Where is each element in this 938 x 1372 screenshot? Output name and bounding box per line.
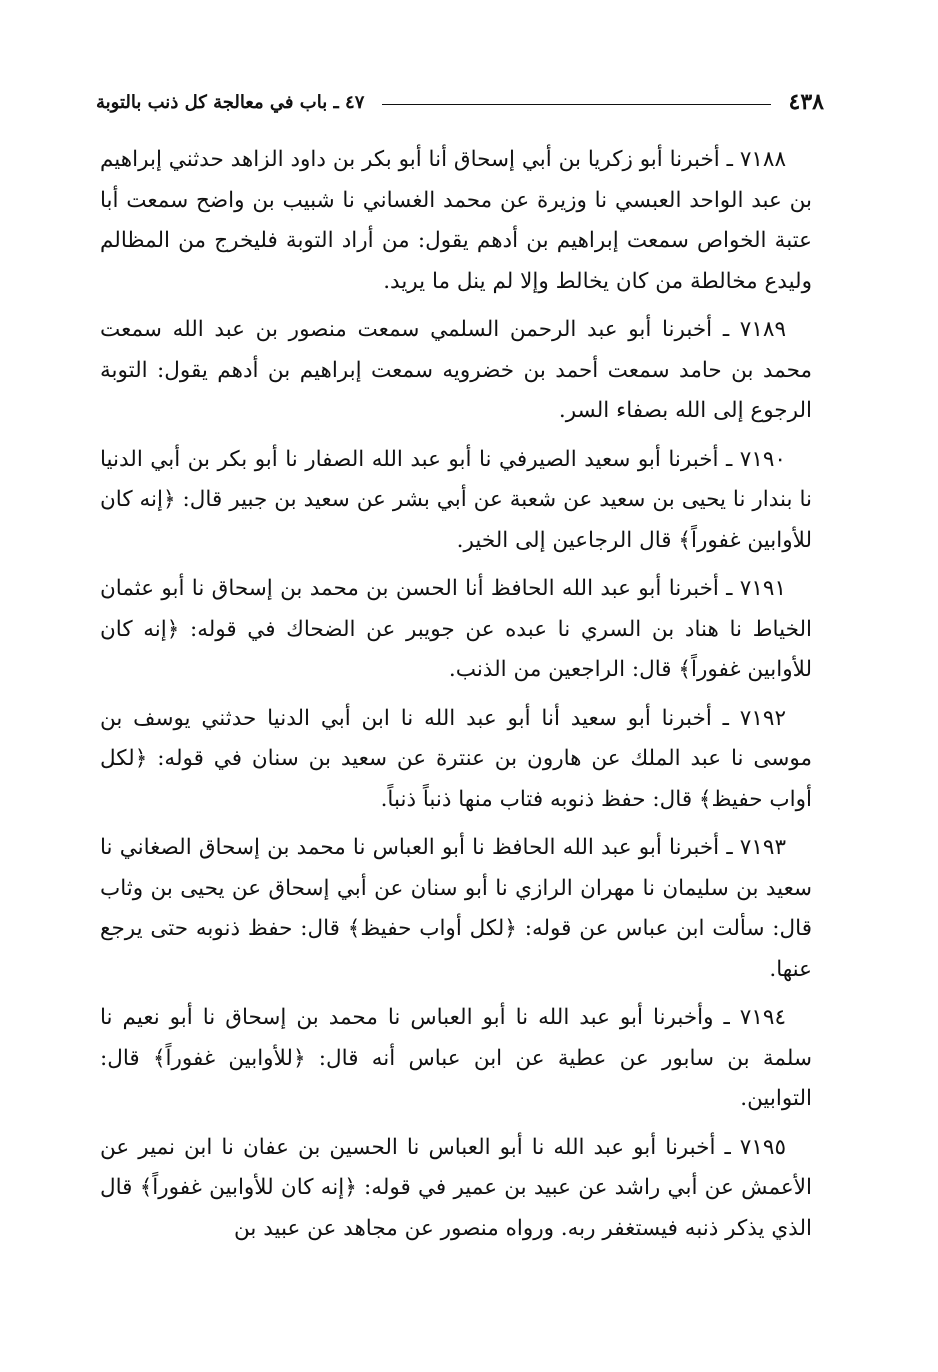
entry-text: ـ أخبرنا أبو عبد الرحمن السلمي سمعت منصور بن عبد الله سمعت محمد بن حامد سمعت أحمد بن خضرويه سمعت إبراهيم بن أدهم يقول: التوبة الرجوع إلى الله بصفاء السر. <box>100 317 812 423</box>
hadith-entry <box>100 440 812 562</box>
entry-text: ـ أخبرنا أبو سعيد الصيرفي نا أبو عبد الله الصفار نا أبو بكر بن أبي الدنيا نا بندار نا يحيى بن سعيد عن شعبة عن أبي بشر عن سعيد بن جبير قال: ﴿إنه كان للأوابين غفوراً﴾ قال الرجاعين إلى الخير. <box>100 446 812 553</box>
entry-number: ٧١٩٥ <box>739 1134 786 1160</box>
entry-text: ـ أخبرنا أبو سعيد أنا أبو عبد الله نا ابن أبي الدنيا حدثني يوسف بن موسى نا عبد الملك عن هارون بن عنترة عن سعيد بن سنان في قوله: ﴿لكل أواب حفيظ﴾ قال: حفظ ذنوبه فتاب منها ذنباً ذنباً. <box>100 705 812 812</box>
hadith-entry <box>100 310 812 432</box>
entry-number: ٧١٨٩ <box>739 317 786 342</box>
entry-text: ـ أخبرنا أبو عبد الله الحافظ أنا الحسن بن محمد بن إسحاق نا أبو عثمان الخياط نا هناد بن السري نا عبده عن جويبر عن الضحاك في قوله: ﴿إنه كان للأوابين غفوراً﴾ قال: الراجعين من الذنب. <box>100 576 812 682</box>
entry-text: ـ أخبرنا أبو عبد الله نا أبو العباس نا الحسين بن عفان نا ابن نمير عن الأعمش عن أبي راشد عن عبيد بن عمير في قوله: ﴿إنه كان للأوابين غفوراً﴾ قال الذي يذكر ذنبه فيستغفر ربه. ورواه منصور عن مجاهد عن عبيد بن <box>100 1134 812 1241</box>
header-rule <box>382 104 770 105</box>
entry-number: ٧١٩٤ <box>739 1005 786 1030</box>
entry-number: ٧١٨٨ <box>739 147 787 172</box>
hadith-entry <box>100 828 812 990</box>
hadith-entry <box>100 1128 812 1250</box>
page-number: ٤٣٨ <box>788 89 824 115</box>
entry-number: ٧١٩١ <box>739 576 786 601</box>
hadith-entry <box>100 998 812 1120</box>
running-title: ٤٧ ـ باب في معالجة كل ذنب بالتوبة <box>96 91 365 113</box>
entry-text: ـ أخبرنا أبو زكريا بن أبي إسحاق أنا أبو بكر بن داود الزاهد حدثني إبراهيم بن عبد الواحد العبسي نا وزيرة عن محمد الغساني نا شبيب بن واضح سمعت أبا عتبة الخواص سمعت إبراهيم بن أدهم يقول: من أراد التوبة فليخرج من المظالم وليدع مخالطة من كان يخالط وإلا لم ينل ما يريد. <box>100 147 812 294</box>
entry-text: ـ أخبرنا أبو عبد الله الحافظ نا أبو العباس نا محمد بن إسحاق الصغاني نا سعيد بن سليمان نا مهران الرازي نا أبو سنان عن أبي إسحاق عن يحيى بن وثاب قال: سألت ابن عباس عن قوله: ﴿لكل أواب حفيظ﴾ قال: حفظ ذنوبه حتى يرجع عنها. <box>100 835 812 982</box>
entry-text: ـ وأخبرنا أبو عبد الله نا أبو العباس نا محمد بن إسحاق نا أبو نعيم نا سلمة بن سابور عن عطية عن ابن عباس أنه قال: ﴿للأوابين غفوراً﴾ قال: التوابين. <box>100 1005 812 1111</box>
hadith-entry <box>100 140 812 302</box>
page-body <box>100 140 812 1257</box>
entry-number: ٧١٩٣ <box>739 835 786 860</box>
entry-number: ٧١٩٢ <box>739 705 786 731</box>
entry-number: ٧١٩٠ <box>739 446 786 472</box>
hadith-entry <box>100 569 812 691</box>
hadith-entry <box>100 699 812 821</box>
page-header <box>96 86 824 118</box>
